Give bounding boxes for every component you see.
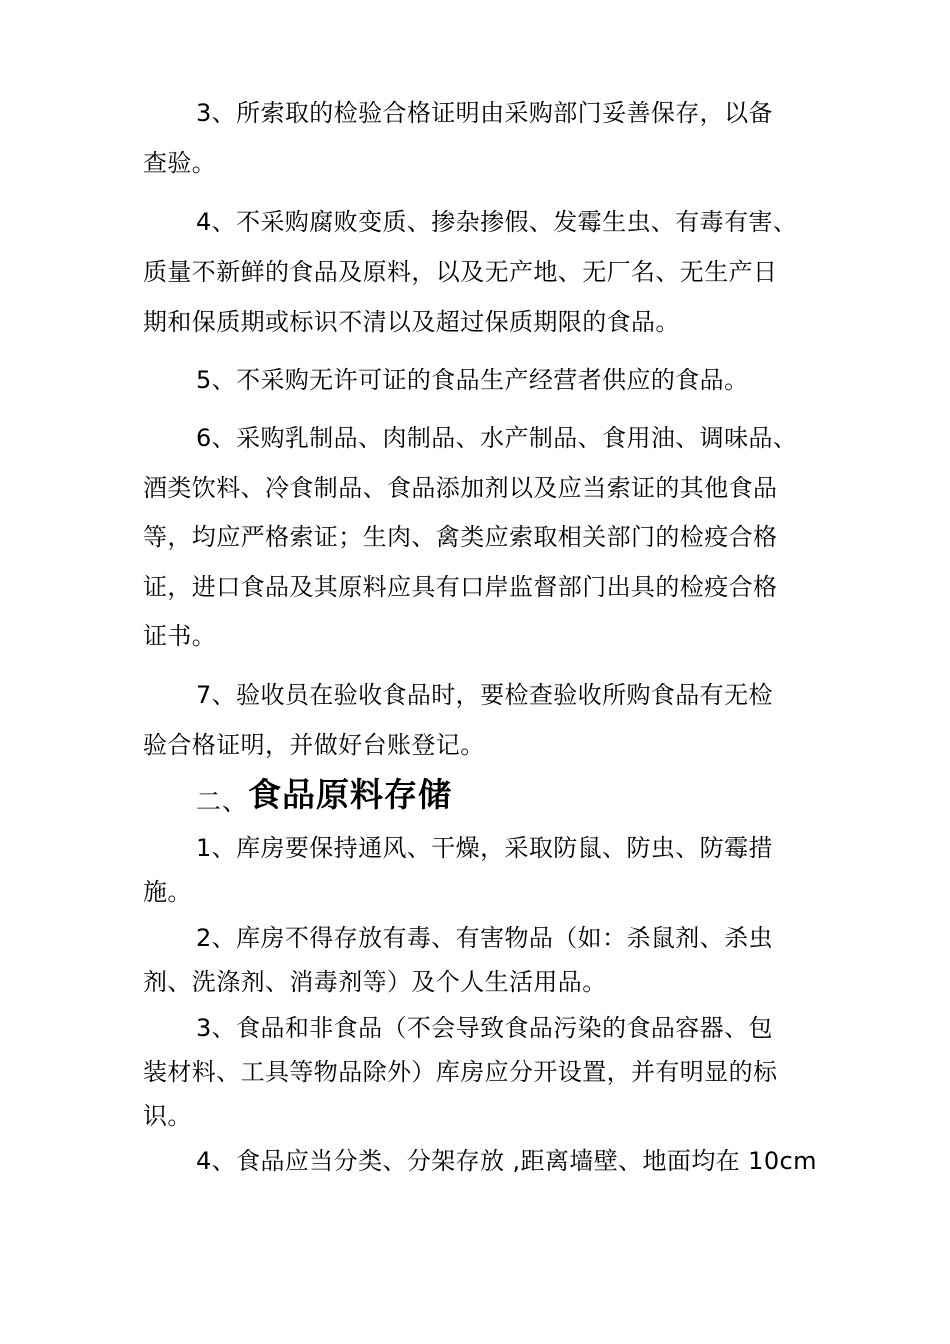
para-6-line-3: 等，均应严格索证；生肉、禽类应索取相关部门的检疫合格 (143, 523, 778, 551)
storage-2-line-2: 剂、洗涤剂、消毒剂等）及个人生活用品。 (143, 968, 607, 996)
para-4-line-2: 质量不新鲜的食品及原料，以及无产地、无厂名、无生产日 (143, 258, 778, 286)
para-3-line-1: 3、所索取的检验合格证明由采购部门妥善保存，以备 (196, 99, 773, 127)
para-7-line-1: 7、验收员在验收食品时，要检查验收所购食品有无检 (196, 681, 773, 709)
section-number: 二、 (196, 787, 249, 816)
para-3-line-2: 查验。 (143, 149, 217, 177)
para-7-line-2: 验合格证明，并做好台账登记。 (143, 731, 485, 759)
storage-1-line-1: 1、库房要保持通风、干燥，采取防鼠、防虫、防霉措 (196, 834, 773, 862)
para-4-line-1: 4、不采购腐败变质、掺杂掺假、发霉生虫、有毒有害、 (196, 208, 798, 236)
para-6-line-1: 6、采购乳制品、肉制品、水产制品、食用油、调味品、 (196, 424, 798, 452)
storage-4-line-1: 4、食品应当分类、分架存放 ,距离墙壁、地面均在 10cm (196, 1147, 817, 1175)
para-6-line-4: 证，进口食品及其原料应具有口岸监督部门出具的检疫合格 (143, 573, 778, 601)
storage-1-line-2: 施。 (143, 878, 192, 906)
para-4-line-3: 期和保质期或标识不清以及超过保质期限的食品。 (143, 308, 680, 336)
storage-3-line-2: 装材料、工具等物品除外）库房应分开设置，并有明显的标 (143, 1058, 778, 1086)
storage-3-line-3: 识。 (143, 1102, 192, 1130)
para-5-line-1: 5、不采购无许可证的食品生产经营者供应的食品。 (196, 366, 749, 394)
section-heading (196, 775, 452, 818)
storage-3-line-1: 3、食品和非食品（不会导致食品污染的食品容器、包 (196, 1014, 773, 1042)
para-6-line-5: 证书。 (143, 622, 217, 650)
para-6-line-2: 酒类饮料、冷食制品、食品添加剂以及应当索证的其他食品 (143, 474, 778, 502)
storage-2-line-1: 2、库房不得存放有毒、有害物品（如：杀鼠剂、杀虫 (196, 924, 773, 952)
section-title: 食品原料存储 (248, 775, 453, 814)
